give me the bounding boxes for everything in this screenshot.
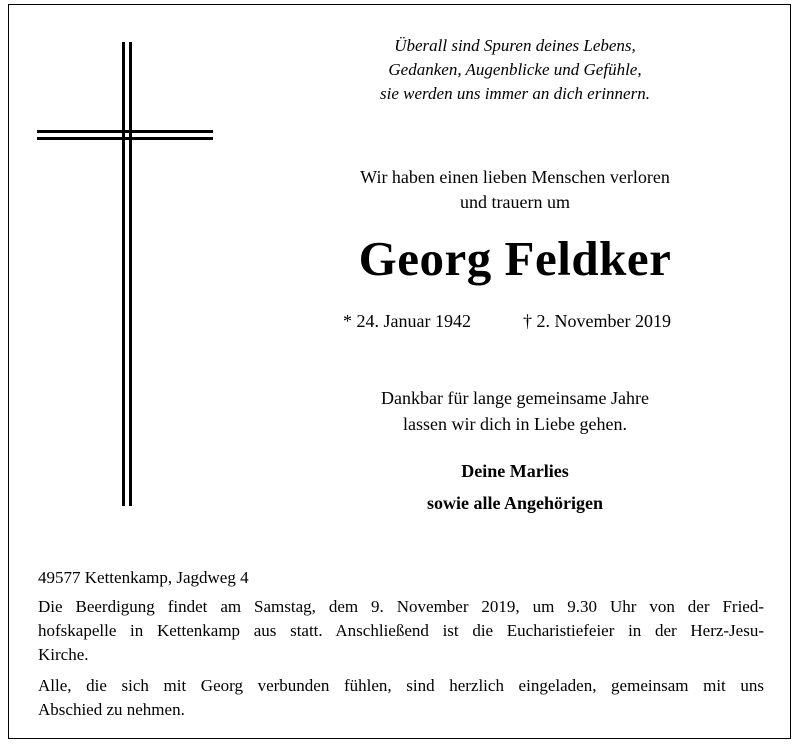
deceased-name: Georg Feldker (358, 231, 672, 286)
quote-line: Überall sind Spuren deines Lebens, (394, 36, 636, 55)
quote-line: Gedanken, Augenblicke und Gefühle, (388, 60, 642, 79)
family-address: 49577 Kettenkamp, Jagdweg 4 (38, 568, 249, 587)
intro-line: Wir haben einen lieben Menschen verloren (360, 167, 670, 187)
death-date: † 2. November 2019 (523, 311, 671, 331)
quote-line: sie werden uns immer an dich erinnern. (380, 84, 650, 103)
gratitude-text (310, 385, 720, 437)
birth-date: * 24. Januar 1942 (343, 311, 471, 331)
funeral-line: hofskapelle in Kettenkamp aus statt. Anschließend ist die Eucharistiefeier in der Herz-Jesu- (38, 621, 764, 640)
funeral-details (38, 595, 764, 667)
signer-line: sowie alle Angehörigen (427, 493, 603, 513)
cross-icon (0, 0, 230, 520)
memorial-quote (330, 34, 700, 106)
invitation-line: Alle, die sich mit Georg verbunden fühlen, sind herzlich eingeladen, gemeinsam mit uns (38, 676, 764, 695)
mourning-intro (310, 165, 720, 215)
invitation-line: Abschied zu nehmen. (38, 700, 185, 719)
funeral-line: Kirche. (38, 645, 89, 664)
gratitude-line: Dankbar für lange gemeinsame Jahre (381, 388, 649, 408)
invitation-text (38, 674, 764, 722)
gratitude-line: lassen wir dich in Liebe gehen. (403, 414, 627, 434)
signers (310, 455, 720, 519)
funeral-line: Die Beerdigung findet am Samstag, dem 9. November 2019, um 9.30 Uhr von der Fried- (38, 597, 764, 616)
intro-line: und trauern um (460, 192, 570, 212)
signer-line: Deine Marlies (461, 461, 569, 481)
